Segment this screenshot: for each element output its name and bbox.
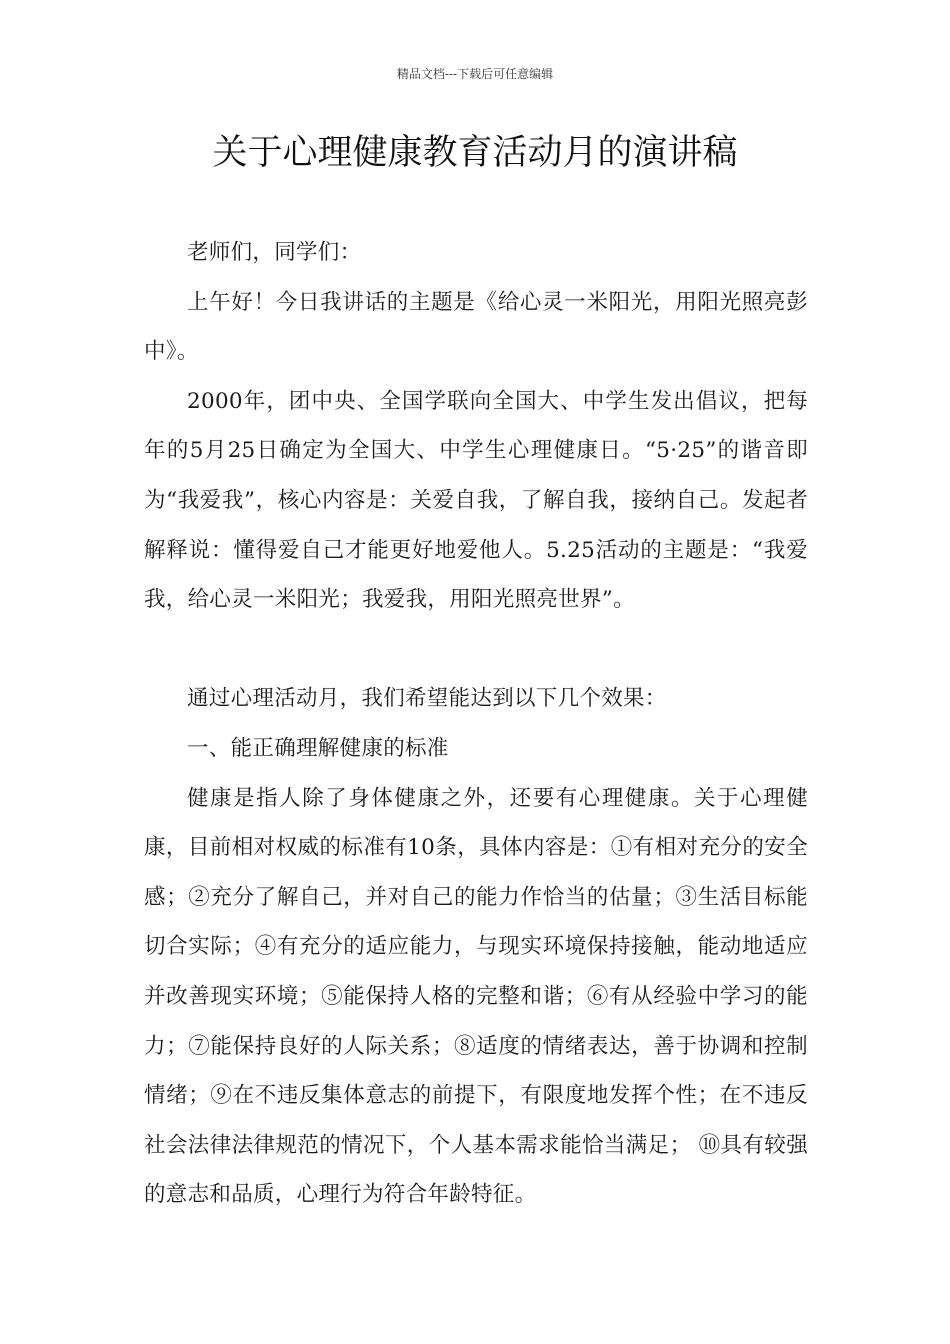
- paragraph-greeting: 老师们，同学们：: [187, 240, 362, 265]
- header-note: 精品文档---下载后可任意编辑: [396, 67, 554, 81]
- paragraph-goals-intro: 通过心理活动月，我们希望能达到以下几个效果：: [187, 686, 667, 712]
- paragraph-background: 2000年，团中央、全国学联向全国大、中学生发出倡议，把每年的5月25日确定为全国大、中学生心理健康日。“5·25”的谐音即为“我爱我”，核心内容是：关爱自我，了解自我，接纳自己。发起者解释说：懂得爱自己才能更好地爱他人。5.25活动的主题是：“我爱我，给心灵一米阳光；我爱我，用阳光照亮世界”。: [144, 388, 808, 613]
- paragraph-section-one: 健康是指人除了身体健康之外，还要有心理健康。关于心理健康，目前相对权威的标准有10条，具体内容是：①有相对充分的安全感；②充分了解自己，并对自己的能力作恰当的估量；③生活目标能切合实际；④有充分的适应能力，与现实环境保持接触，能动地适应并改善现实环境；⑤能保持人格的完整和谐；⑥有从经验中学习的能力；⑦能保持良好的人际关系；⑧适度的情绪表达，善于协调和控制情绪；⑨在不违反集体意志的前提下，有限度地发挥个性；在不违反社会法律法律规范的情况下，个人基本需求能恰当满足； ⑩具有较强的意志和品质，心理行为符合年龄特征。: [144, 785, 808, 1208]
- document-title: 关于心理健康教育活动月的演讲稿: [212, 133, 738, 173]
- document-body: [144, 228, 808, 1220]
- section-heading-one: 一、能正确理解健康的标准: [187, 735, 449, 761]
- paragraph-spacer: [144, 625, 808, 675]
- paragraph-opening: 上午好！今日我讲话的主题是《给心灵一米阳光，用阳光照亮彭中》。: [144, 289, 808, 365]
